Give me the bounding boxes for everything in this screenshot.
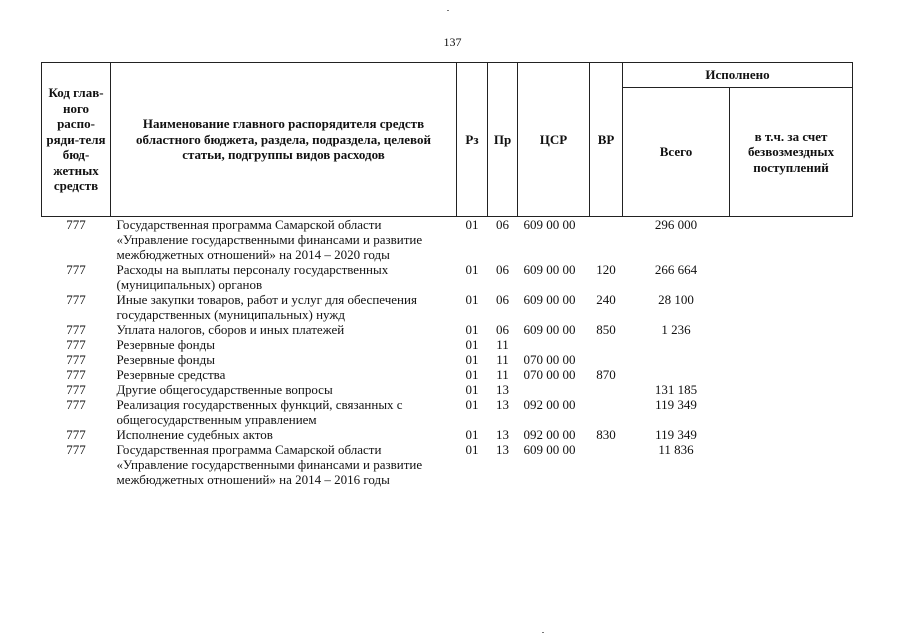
table-row <box>42 367 853 382</box>
row-code: 777 <box>66 217 86 232</box>
row-code: 777 <box>66 262 86 277</box>
header-pr: Пр <box>488 63 518 217</box>
row-vr <box>590 382 623 397</box>
row-rz: 01 <box>465 397 479 412</box>
row-code: 777 <box>66 427 86 442</box>
row-csr: 609 00 00 <box>523 322 576 337</box>
row-rz: 01 <box>465 352 479 367</box>
row-rz: 01 <box>465 262 479 277</box>
row-total: 11 836 <box>658 442 694 457</box>
row-total: 266 664 <box>654 262 698 277</box>
row-pr: 13 <box>496 397 509 412</box>
row-name: Расходы на выплаты персоналу государственных (муниципальных) органов <box>116 262 389 292</box>
row-free-receipts <box>730 292 853 322</box>
row-free-receipts <box>730 382 853 397</box>
table-row <box>42 322 853 337</box>
row-vr <box>590 397 623 427</box>
row-code: 777 <box>66 352 86 367</box>
row-csr: 609 00 00 <box>523 217 576 232</box>
row-code: 777 <box>66 292 86 307</box>
row-rz: 01 <box>465 337 479 352</box>
row-rz: 01 <box>465 442 479 457</box>
row-code: 777 <box>66 367 86 382</box>
row-rz: 01 <box>465 427 479 442</box>
row-free-receipts <box>730 352 853 367</box>
row-total: 119 349 <box>655 397 697 412</box>
row-name: Государственная программа Самарской области «Управление государственными финансами и развитие межбюджетных отношений» на 2014 – 2016 годы <box>116 442 423 487</box>
row-name: Резервные средства <box>116 367 226 382</box>
table-header <box>42 63 853 217</box>
table-row <box>42 352 853 367</box>
row-total: 119 349 <box>655 427 697 442</box>
row-code: 777 <box>66 337 86 352</box>
header-vr: ВР <box>590 63 623 217</box>
row-vr <box>590 337 623 352</box>
row-total <box>623 337 730 352</box>
row-free-receipts <box>730 337 853 352</box>
row-name: Государственная программа Самарской области «Управление государственными финансами и развитие межбюджетных отношений» на 2014 – 2020 годы <box>116 217 423 262</box>
row-pr: 11 <box>496 367 509 382</box>
row-name: Резервные фонды <box>116 352 215 367</box>
row-total: 131 185 <box>654 382 698 397</box>
row-vr: 850 <box>596 322 616 337</box>
row-free-receipts <box>730 367 853 382</box>
table-row <box>42 427 853 442</box>
row-total <box>623 367 730 382</box>
row-free-receipts <box>730 427 853 442</box>
row-free-receipts <box>730 442 853 487</box>
row-code: 777 <box>66 322 86 337</box>
row-csr: 092 00 00 <box>523 427 576 442</box>
budget-execution-table <box>41 62 853 487</box>
row-csr <box>518 382 590 397</box>
header-csr: ЦСР <box>518 63 590 217</box>
row-csr: 609 00 00 <box>523 442 576 457</box>
row-vr <box>590 442 623 487</box>
row-csr: 609 00 00 <box>523 292 576 307</box>
table-row <box>42 292 853 322</box>
row-free-receipts <box>730 322 853 337</box>
row-total: 1 236 <box>661 322 691 337</box>
row-vr <box>590 352 623 367</box>
row-name: Уплата налогов, сборов и иных платежей <box>116 322 345 337</box>
row-pr: 11 <box>496 352 509 367</box>
row-csr: 070 00 00 <box>523 352 576 367</box>
table-row <box>42 382 853 397</box>
table-row <box>42 442 853 487</box>
row-rz: 01 <box>465 322 479 337</box>
row-rz: 01 <box>465 367 479 382</box>
row-vr: 870 <box>596 367 616 382</box>
row-vr: 830 <box>596 427 616 442</box>
row-rz: 01 <box>465 292 479 307</box>
row-csr <box>518 337 590 352</box>
row-free-receipts <box>730 217 853 263</box>
row-name: Иные закупки товаров, работ и услуг для обеспечения государственных (муниципальных) нужд <box>116 292 417 322</box>
row-name: Другие общегосударственные вопросы <box>116 382 333 397</box>
row-name: Резервные фонды <box>116 337 215 352</box>
header-name: Наименование главного распорядителя средств областного бюджета, раздела, подраздела, целевой статьи, подгруппы видов расходов <box>111 63 457 217</box>
row-total <box>623 352 730 367</box>
header-free-receipts: в т.ч. за счет безвозмездных поступлений <box>730 88 853 217</box>
row-pr: 06 <box>496 262 509 277</box>
row-code: 777 <box>66 382 86 397</box>
scan-speck <box>447 10 449 11</box>
row-vr: 240 <box>596 292 616 307</box>
row-csr: 092 00 00 <box>523 397 576 412</box>
table-row <box>42 262 853 292</box>
scan-speck <box>542 632 544 633</box>
row-pr: 13 <box>496 442 509 457</box>
row-free-receipts <box>730 262 853 292</box>
page-number: 137 <box>443 35 462 49</box>
table-row <box>42 397 853 427</box>
table-row <box>42 217 853 263</box>
row-total: 28 100 <box>658 292 694 307</box>
row-rz: 01 <box>465 382 479 397</box>
row-code: 777 <box>66 397 86 412</box>
header-total: Всего <box>623 88 730 217</box>
row-free-receipts <box>730 397 853 427</box>
row-vr <box>590 217 623 263</box>
row-pr: 13 <box>496 382 509 397</box>
row-csr: 609 00 00 <box>523 262 576 277</box>
header-rz: Рз <box>457 63 488 217</box>
row-pr: 11 <box>496 337 509 352</box>
row-pr: 06 <box>496 322 509 337</box>
row-csr: 070 00 00 <box>523 367 576 382</box>
row-pr: 13 <box>496 427 509 442</box>
header-executed: Исполнено <box>623 63 853 88</box>
table-body <box>42 217 853 488</box>
table-row <box>42 337 853 352</box>
row-total: 296 000 <box>654 217 698 232</box>
row-name: Реализация государственных функций, связанных с общегосударственным управлением <box>116 397 403 427</box>
row-pr: 06 <box>496 292 509 307</box>
row-rz: 01 <box>465 217 479 232</box>
row-name: Исполнение судебных актов <box>116 427 273 442</box>
header-code: Код глав-ного распо-ряди-теля бюд-жетных средств <box>42 63 111 217</box>
row-code: 777 <box>66 442 86 457</box>
row-vr: 120 <box>596 262 616 277</box>
row-pr: 06 <box>496 217 509 232</box>
